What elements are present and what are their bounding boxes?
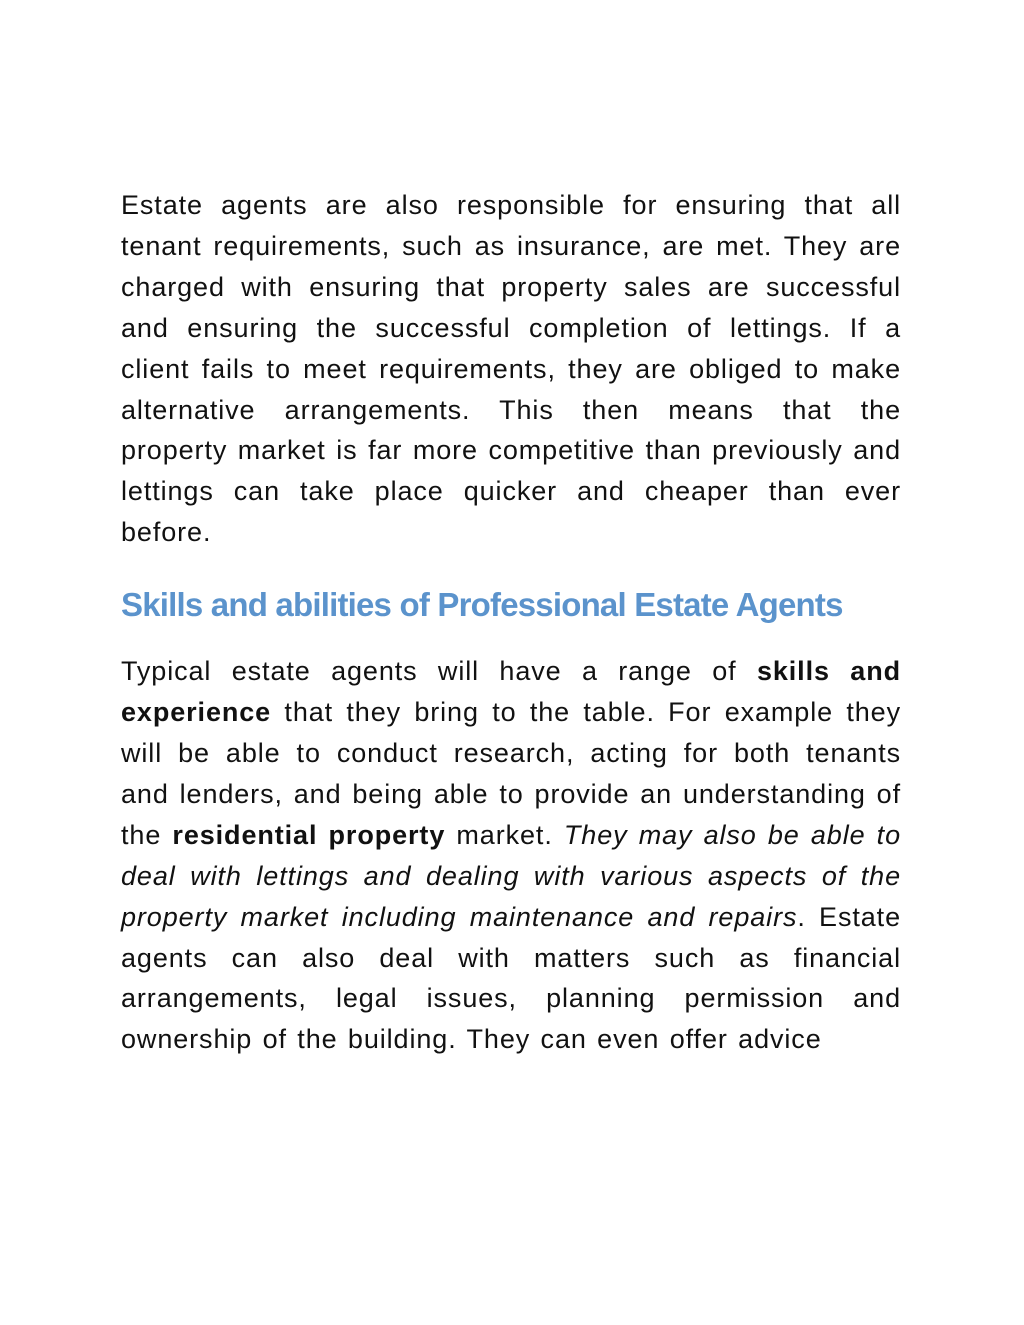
section-heading: Skills and abilities of Professional Estate Agents (121, 586, 843, 624)
paragraph-skills-and-abilities (121, 651, 901, 1060)
paragraph-estate-agent-responsibilities: Estate agents are also responsible for ensuring that all tenant requirements, such as insurance, are met. They are charged with ensuring that property sales are successful and ensuring the successful completion of lettings. If a client fails to meet requirements, they are obliged to make alternative arrangements. This then means that the property market is far more competitive than previously and lettings can take place quicker and cheaper than ever before. (121, 190, 901, 548)
italic-lettings-sentence: They may also be able to deal with lettings and dealing with various aspects of the property market including maintenance and repairs (121, 819, 901, 932)
bold-residential-property: residential property (172, 819, 446, 850)
document-page (121, 185, 901, 1060)
text-run: . Estate agents can also deal with matters such as financial arrangements, legal issues, planning permission and ownership of the building. They can even offer advice (121, 901, 901, 1055)
text-run: that they bring to the table. For example they will be able to conduct research, acting for both tenants and lenders, and being able to provide an understanding of the (121, 697, 901, 850)
text-run: market. (445, 819, 564, 850)
text-run: Typical estate agents will have a range of (121, 656, 757, 687)
bold-skills-and-experience: skills and experience (121, 656, 901, 728)
